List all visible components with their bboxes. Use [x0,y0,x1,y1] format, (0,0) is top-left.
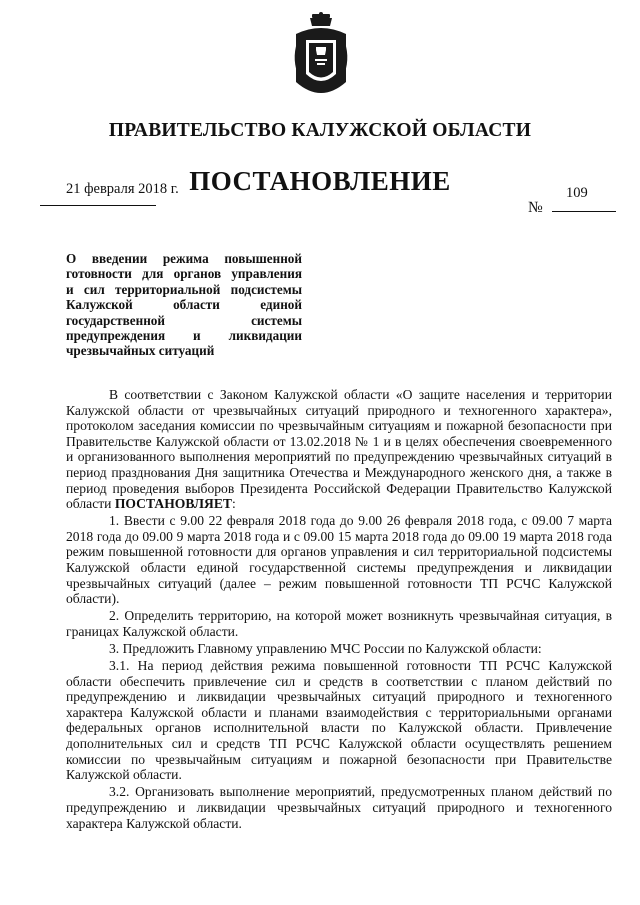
paragraph-2: 2. Определить территорию, на которой может возникнуть чрезвычайная ситуация, в границах Калужской области. [66,608,612,639]
number-underline [552,211,616,212]
decree-word: ПОСТАНОВЛЯЕТ [114,496,232,512]
subject-line: Калужской области единой [66,297,302,313]
document-type-title: ПОСТАНОВЛЕНИЕ [189,166,451,196]
preamble-paragraph [66,387,612,512]
paragraph-3-1: 3.1. На период действия режима повышенной готовности ТП РСЧС Калужской области обеспечить привлечение сил и средств в соответствии с планом действий по предупреждению и ликвидации чрезвычайных ситуаций природного и техногенного характера Калужской области и планами взаимодействия с территориальными органами федеральных органов исполнительной власти по Калужской области. Привлечение дополнительных сил и средств ТП РСЧС Калужской области осуществлять решением комиссии по чрезвычайным ситуациям и пожарной безопасности при Правительстве Калужской области. [66,658,612,783]
document-date: 21 февраля 2018 г. [66,181,179,197]
date-underline [40,205,156,206]
number-sign: № [528,199,543,216]
document-number: 109 [566,185,588,201]
document-body [66,387,612,833]
preamble-text: В соответствии с Законом Калужской области «О защите населения и территории Калужской области от чрезвычайных ситуаций природного и техногенного характера», протоколом заседания комиссии по чрезвычайным ситуациям и пожарной безопасности при Правительстве Калужской области от 13.02.2018 № 1 и в целях обеспечения своевременного и организованного выполнения мероприятий по предупреждению чрезвычайных ситуаций в период празднования Дня защитника Отечества и Международного женского дня, а также в период проведения выборов Президента Российской Федерации Правительство Калужской области [66,387,612,512]
paragraph-3: 3. Предложить Главному управлению МЧС России по Калужской области: [109,641,542,656]
subject-line: чрезвычайных ситуаций [66,343,215,359]
subject-line: предупреждения и ликвидации [66,328,302,344]
document-subject [66,251,302,359]
paragraph-1: 1. Ввести с 9.00 22 февраля 2018 года до 9.00 26 февраля 2018 года, с 09.00 7 марта 2018 года до 09.00 9 марта 2018 года и с 09.00 15 марта 2018 года до 09.00 19 марта 2018 года режим повышенной готовности для органов управления и сил территориальной подсистемы Калужской области единой государственной системы предупреждения и ликвидации чрезвычайных ситуаций (далее – режим повышенной готовности ТП РСЧС Калужской области). [66,513,612,607]
subject-line: государственной системы [66,312,302,328]
coat-of-arms-emblem [290,12,352,104]
paragraph-3-2: 3.2. Организовать выполнение мероприятий, предусмотренных планом действий по предупреждению и ликвидации чрезвычайных ситуаций природного и техногенного характера Калужской области. [66,784,612,831]
government-title: ПРАВИТЕЛЬСТВО КАЛУЖСКОЙ ОБЛАСТИ [108,120,532,141]
subject-line: готовности для органов управления [66,266,302,282]
decree-colon: : [231,496,236,512]
subject-line: и сил территориальной подсистемы [66,281,302,297]
subject-line: О введении режима повышенной [66,251,302,266]
